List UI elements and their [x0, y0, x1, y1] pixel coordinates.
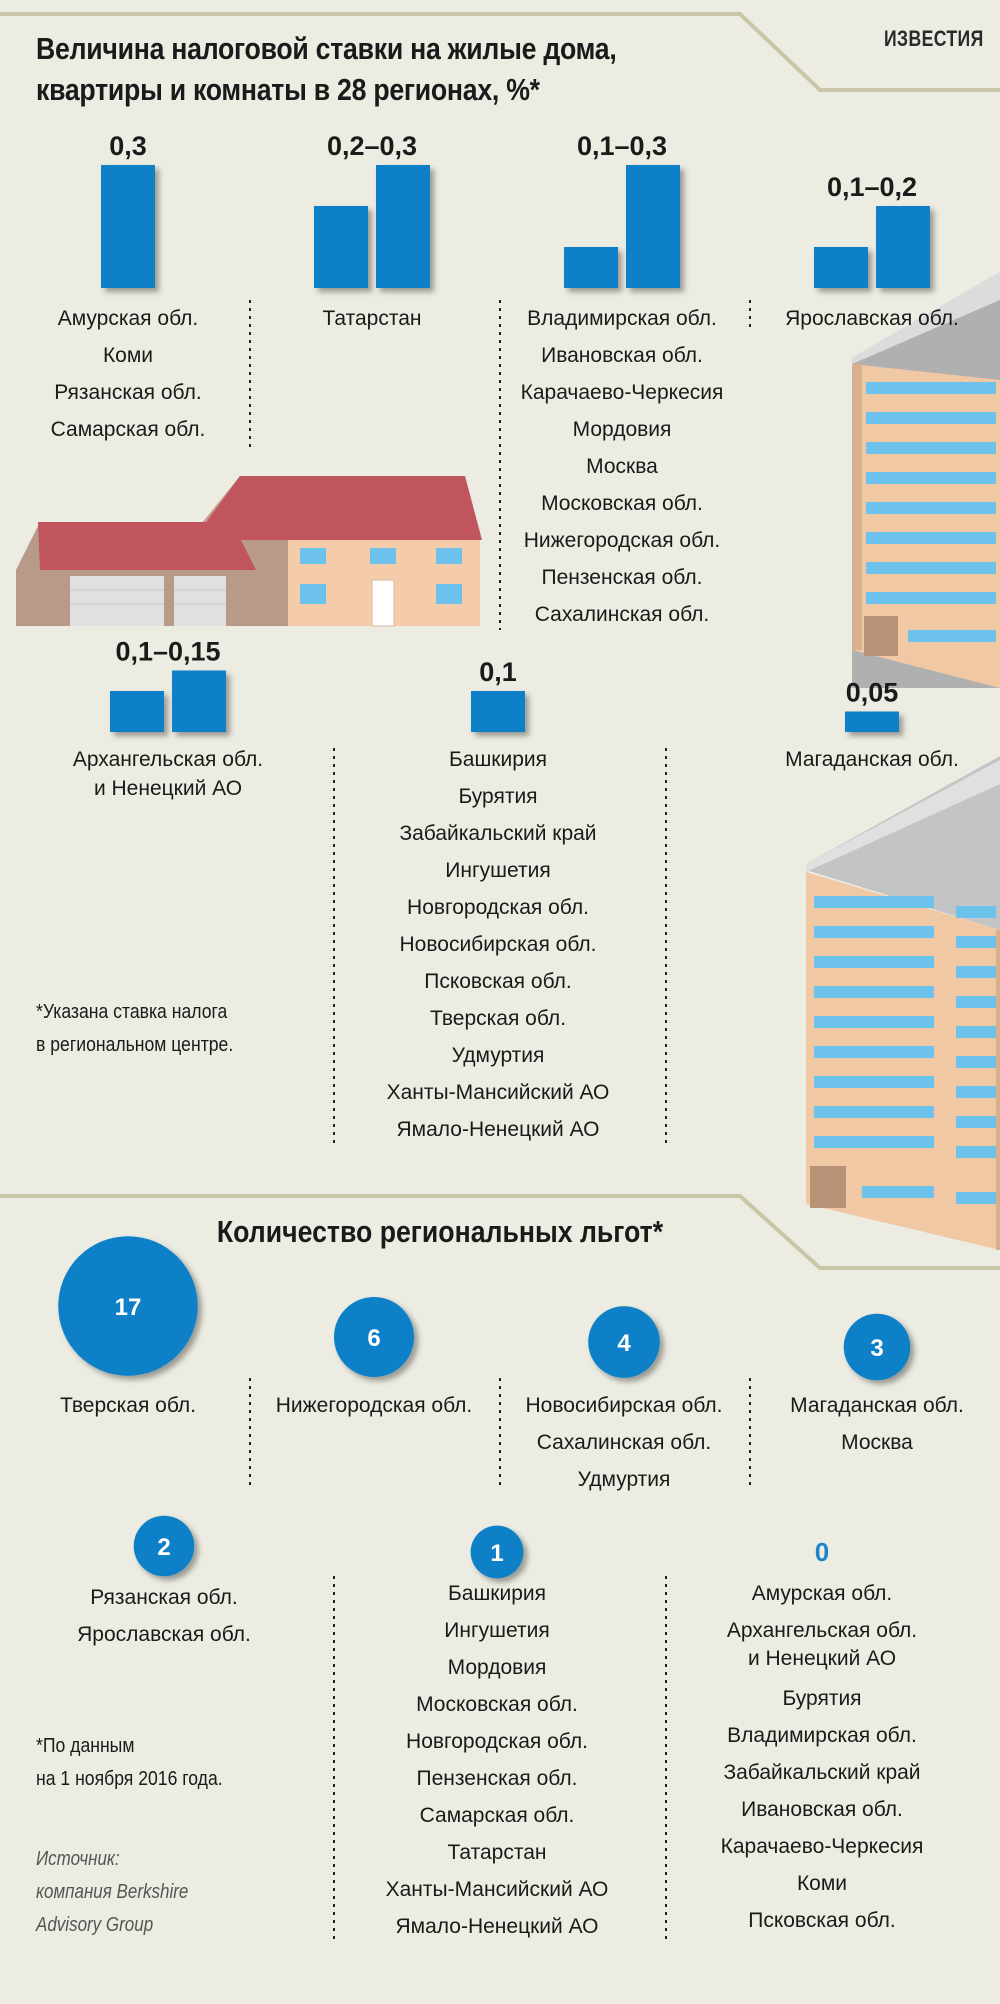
region-label: Самарская обл. [419, 1804, 575, 1827]
region-label: Ивановская обл. [741, 1798, 903, 1821]
region-label: Ханты-Мансийский АО [386, 1081, 610, 1104]
region-label: Забайкальский край [723, 1761, 921, 1784]
region-label: Татарстан [322, 307, 422, 330]
benefits-footnote-line-1: *По данным [36, 1735, 135, 1757]
title-line-1: Величина налоговой ставки на жилые дома, [36, 31, 617, 66]
region-label: Мордовия [447, 1656, 547, 1679]
region-label: Новгородская обл. [407, 896, 589, 919]
benefit-group [77, 1516, 251, 1646]
region-label: Московская обл. [416, 1693, 578, 1716]
region-label: Тверская обл. [429, 1007, 567, 1030]
rate-group [785, 678, 959, 772]
region-label: Нижегородская обл. [523, 529, 721, 552]
source-line-2: компания Berkshire [36, 1881, 189, 1903]
source-line-1: Источник: [36, 1848, 120, 1870]
benefit-group [721, 1537, 924, 1932]
region-label: Амурская обл. [751, 1582, 893, 1605]
rate-value-label: 0,1–0,3 [576, 131, 668, 161]
rate-bar [376, 165, 430, 288]
rate-bar [471, 691, 525, 732]
rate-value-label: 0,1–0,15 [115, 636, 221, 667]
region-label: Удмуртия [451, 1044, 545, 1067]
rate-bar [845, 712, 899, 733]
rate-footnote [36, 996, 233, 1062]
benefit-group [276, 1297, 473, 1417]
benefit-group [526, 1306, 723, 1491]
source-note [36, 1843, 188, 1942]
region-label: Ярославская обл. [785, 307, 959, 330]
region-label: Магаданская обл. [785, 748, 959, 771]
rate-group [51, 131, 206, 441]
benefits-chart-title: Количество региональных льгот* [216, 1214, 664, 1249]
rate-value-label: 0,2–0,3 [326, 131, 418, 161]
rate-bar [876, 206, 930, 288]
region-label: Новосибирская обл. [525, 1394, 723, 1417]
region-label: Псковская обл. [748, 1909, 896, 1932]
region-label: Ярославская обл. [77, 1623, 251, 1646]
rate-value-label: 0,1–0,2 [826, 172, 918, 202]
region-label: Москва [841, 1431, 913, 1454]
region-label: Башкирия [448, 748, 548, 771]
rate-bar [110, 691, 164, 732]
region-label: Бурятия [782, 1687, 862, 1710]
rate-bar [564, 247, 618, 288]
region-label: Самарская обл. [50, 418, 206, 441]
region-label: и Ненецкий АО [747, 1647, 897, 1670]
page-title [36, 28, 690, 110]
region-label: Карачаево-Черкесия [520, 381, 724, 404]
region-label: Тверская обл. [59, 1394, 197, 1417]
region-label: Забайкальский край [399, 822, 597, 845]
rate-group [73, 637, 263, 801]
rate-group [521, 131, 724, 626]
region-label: Рязанская обл. [54, 381, 202, 404]
source-line-3: Advisory Group [36, 1914, 154, 1936]
benefit-group [386, 1526, 609, 1938]
region-label: Ивановская обл. [541, 344, 703, 367]
rate-group [387, 657, 610, 1141]
benefit-group [790, 1314, 964, 1454]
rate-value-label: 0,05 [845, 677, 899, 708]
region-label: Татарстан [447, 1841, 547, 1864]
region-label: Архангельская обл. [72, 748, 264, 771]
rate-value-label: 0,1 [479, 657, 517, 687]
benefit-count-label: 6 [367, 1325, 381, 1352]
region-label: Владимирская обл. [727, 1724, 917, 1747]
region-label: Архангельская обл. [726, 1619, 918, 1642]
benefit-bubbles [58, 1236, 964, 1938]
rate-group [785, 172, 959, 330]
region-label: Ямало-Ненецкий АО [395, 1915, 599, 1938]
region-label: Ханты-Мансийский АО [385, 1878, 609, 1901]
rate-footnote-line-2: в региональном центре. [36, 1034, 234, 1056]
region-label: Сахалинская обл. [534, 603, 710, 626]
benefit-count-label: 0 [814, 1537, 830, 1567]
rate-value-label: 0,3 [109, 131, 147, 161]
tower-illustration-top [852, 272, 1000, 688]
rate-bar [626, 165, 680, 288]
region-label: Владимирская обл. [527, 307, 717, 330]
region-label: Ингушетия [445, 859, 551, 882]
benefit-count-label: 1 [490, 1540, 504, 1567]
rate-bar [314, 206, 368, 288]
region-label: Амурская обл. [57, 307, 199, 330]
rate-footnote-line-1: *Указана ставка налога [36, 1001, 228, 1023]
benefits-footnote-line-2: на 1 ноября 2016 года. [36, 1768, 223, 1790]
title-line-2: квартиры и комнаты в 28 регионах, %* [36, 72, 540, 107]
benefit-count-label: 2 [157, 1534, 171, 1561]
tower-illustration-bottom [806, 756, 1000, 1250]
region-label: Пензенская обл. [416, 1767, 578, 1790]
region-label: Карачаево-Черкесия [720, 1835, 924, 1858]
region-label: Коми [102, 344, 154, 367]
region-label: Пензенская обл. [541, 566, 703, 589]
benefit-count-label: 4 [617, 1330, 631, 1357]
region-label: Москва [586, 455, 658, 478]
region-label: Ямало-Ненецкий АО [396, 1118, 600, 1141]
region-label: Новосибирская обл. [399, 933, 597, 956]
rate-bar [814, 247, 868, 288]
benefits-footnote [36, 1730, 223, 1796]
region-label: Коми [796, 1872, 848, 1895]
region-label: Нижегородская обл. [275, 1394, 473, 1417]
region-label: Башкирия [447, 1582, 547, 1605]
region-label: Новгородская обл. [406, 1730, 588, 1753]
region-label: Мордовия [572, 418, 672, 441]
region-label: Ингушетия [444, 1619, 550, 1642]
rate-bar [172, 671, 226, 733]
region-label: Рязанская обл. [90, 1586, 238, 1609]
region-label: Псковская обл. [424, 970, 572, 993]
region-label: Бурятия [458, 785, 538, 808]
region-label: Московская обл. [541, 492, 703, 515]
rate-bar [101, 165, 155, 288]
rate-group [314, 131, 430, 330]
region-label: и Ненецкий АО [93, 777, 243, 800]
benefit-group [58, 1236, 198, 1417]
benefit-count-label: 3 [870, 1335, 884, 1362]
region-label: Удмуртия [577, 1468, 671, 1491]
benefit-count-label: 17 [114, 1294, 142, 1321]
house-illustration [16, 476, 482, 626]
region-label: Сахалинская обл. [536, 1431, 712, 1454]
region-label: Магаданская обл. [790, 1394, 964, 1417]
izvestia-logo: ИЗВЕСТИЯ [884, 26, 984, 51]
